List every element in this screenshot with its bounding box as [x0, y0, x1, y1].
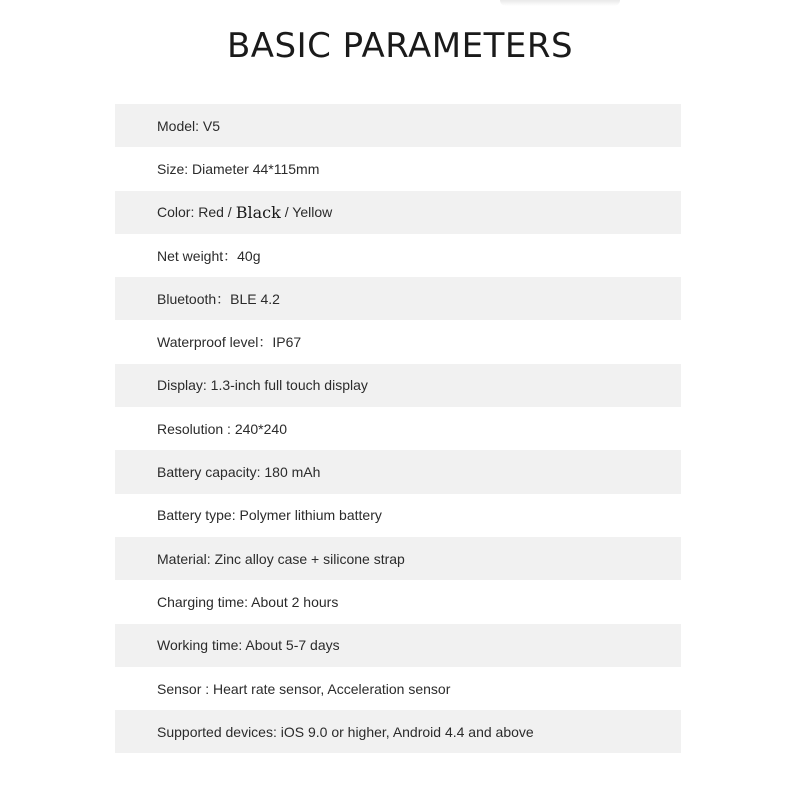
param-row-display: Display: 1.3-inch full touch display [115, 364, 681, 407]
param-row-supported-devices: Supported devices: iOS 9.0 or higher, Android 4.4 and above [115, 710, 681, 753]
param-row-color [115, 191, 681, 234]
color-label-prefix: Color: Red / [157, 204, 232, 221]
param-row-net-weight: Net weight：40g [115, 234, 681, 277]
param-row-bluetooth: Bluetooth：BLE 4.2 [115, 277, 681, 320]
param-row-charging-time: Charging time: About 2 hours [115, 580, 681, 623]
top-shadow-decoration [500, 0, 620, 6]
param-row-working-time: Working time: About 5-7 days [115, 624, 681, 667]
param-row-battery-type: Battery type: Polymer lithium battery [115, 494, 681, 537]
param-row-waterproof: Waterproof level：IP67 [115, 320, 681, 363]
param-row-sensor: Sensor : Heart rate sensor, Acceleration sensor [115, 667, 681, 710]
color-label-suffix: / Yellow [284, 204, 333, 221]
param-row-size: Size: Diameter 44*115mm [115, 147, 681, 190]
param-row-battery-capacity: Battery capacity: 180 mAh [115, 450, 681, 493]
param-row-model: Model: V5 [115, 104, 681, 147]
color-highlight-black: Black [235, 202, 281, 222]
page-title: BASIC PARAMETERS [226, 26, 574, 66]
param-row-resolution: Resolution : 240*240 [115, 407, 681, 450]
parameters-table [115, 104, 681, 753]
param-row-material: Material: Zinc alloy case + silicone strap [115, 537, 681, 580]
